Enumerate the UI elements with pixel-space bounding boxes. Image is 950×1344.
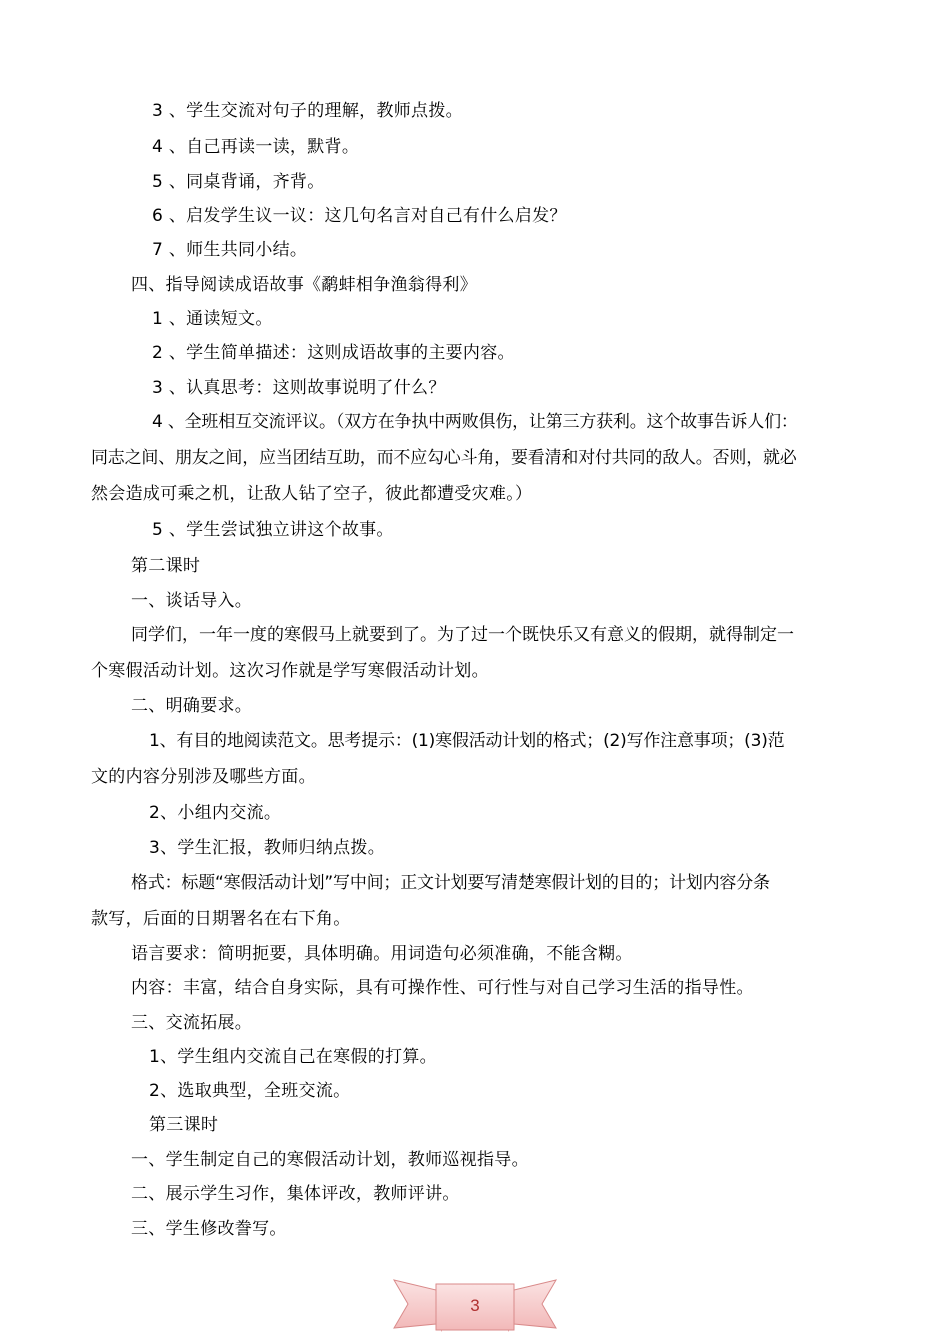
text-line: 2、选取典型，全班交流。: [149, 1081, 351, 1101]
lesson-heading: 第二课时: [131, 556, 201, 576]
text-line: 4 、全班相互交流评议。（双方在争执中两败俱伤，让第三方获利。这个故事告诉人们：: [152, 412, 798, 432]
section-heading: 二、明确要求。: [131, 696, 253, 716]
text-line: 然会造成可乘之机，让敌人钻了空子，彼此都遭受灾难。）: [91, 484, 533, 504]
text-line: 文的内容分别涉及哪些方面。: [91, 767, 316, 787]
text-line: 2 、学生简单描述：这则成语故事的主要内容。: [152, 343, 515, 363]
text-line: 三、学生修改誊写。: [131, 1219, 287, 1239]
text-line: 5 、同桌背诵，齐背。: [152, 172, 325, 192]
text-line: 二、展示学生习作，集体评改，教师评讲。: [131, 1184, 460, 1204]
text-line: 语言要求：简明扼要，具体明确。用词造句必须准确，不能含糊。: [131, 944, 633, 964]
section-heading: 三、交流拓展。: [131, 1013, 253, 1033]
lesson-heading: 第三课时: [149, 1115, 219, 1135]
page-number: 3: [470, 1296, 480, 1315]
text-line: 5 、学生尝试独立讲这个故事。: [152, 520, 394, 540]
text-line: 款写，后面的日期署名在右下角。: [91, 909, 351, 929]
text-line: 7 、师生共同小结。: [152, 240, 308, 260]
page-number-ribbon: [392, 1276, 558, 1336]
section-heading: 一、谈话导入。: [131, 591, 253, 611]
text-line: 1、有目的地阅读范文。思考提示：(1)寒假活动计划的格式；(2)写作注意事项；(3)范: [149, 731, 785, 751]
text-line: 2、小组内交流。: [149, 803, 282, 823]
text-line: 4 、自己再读一读，默背。: [152, 137, 360, 157]
text-line: 1、学生组内交流自己在寒假的打算。: [149, 1047, 437, 1067]
section-heading: 四、指导阅读成语故事《鹬蚌相争渔翁得利》: [131, 275, 477, 295]
text-line: 1 、通读短文。: [152, 309, 273, 329]
text-line: 格式：标题“寒假活动计划”写中间；正文计划要写清楚寒假计划的目的；计划内容分条: [131, 873, 770, 893]
text-line: 内容：丰富，结合自身实际，具有可操作性、可行性与对自己学习生活的指导性。: [131, 978, 754, 998]
text-line: 3、学生汇报，教师归纳点拨。: [149, 838, 386, 858]
text-line: 同志之间、朋友之间，应当团结互助，而不应勾心斗角，要看清和对付共同的敌人。否则，就必: [91, 448, 797, 468]
text-line: 个寒假活动计划。这次习作就是学写寒假活动计划。: [91, 661, 489, 681]
text-line: 6 、启发学生议一议：这几句名言对自己有什么启发？: [152, 206, 567, 226]
text-line: 同学们，一年一度的寒假马上就要到了。为了过一个既快乐又有意义的假期，就得制定一: [131, 625, 794, 645]
text-line: 3 、认真思考：这则故事说明了什么？: [152, 378, 446, 398]
text-line: 3 、学生交流对句子的理解，教师点拨。: [152, 101, 463, 121]
text-line: 一、学生制定自己的寒假活动计划，教师巡视指导。: [131, 1150, 529, 1170]
